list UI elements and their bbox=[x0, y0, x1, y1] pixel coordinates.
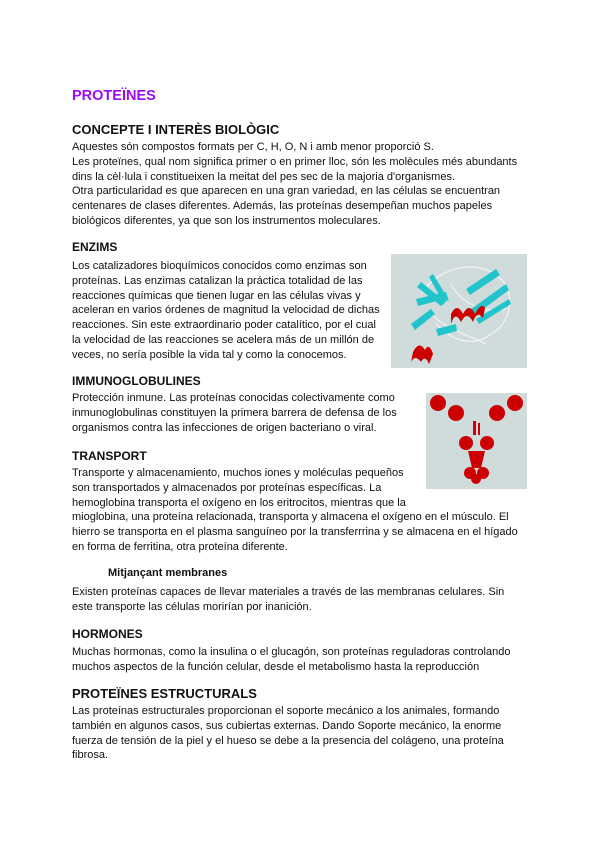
text-line: inmunoglobulinas constituyen la primera barrera de defensa de los bbox=[72, 406, 397, 419]
text-line: Protección inmune. Las proteínas conocidas colectivamente como bbox=[72, 392, 395, 404]
text-line: Los catalizadores bioquímicos conocidos como enzimas son bbox=[72, 260, 367, 272]
text-line: este transporte las células morirían por inanición. bbox=[72, 600, 312, 613]
text-line: Existen proteínas capaces de llevar materiales a través de las membranas celulares. Sin bbox=[72, 586, 505, 598]
text-line: biológicos diferentes, ya que son los instrumentos moleculares. bbox=[72, 214, 381, 227]
paragraph-hormones bbox=[72, 645, 510, 675]
subheading-membranes: Mitjançant membranes bbox=[108, 567, 228, 579]
text-line: fuerza de tensión de la piel y el hueso se debe a la presencia del colágeno, una proteína bbox=[72, 734, 504, 747]
text-line: Les proteïnes, qual nom significa primer o en primer lloc, són les molècules més abundants bbox=[72, 155, 518, 168]
text-line: centenares de clases diferentes. Además, las proteínas desempeñan muchos papeles bbox=[72, 200, 493, 213]
text-line: Otra particularidad es que aparecen en una gran variedad, en las células se encuentran bbox=[72, 185, 501, 198]
text-line: Las proteínas estructurales proporcionan el soporte mecánico a los animales, formando bbox=[72, 705, 500, 717]
heading-transport: TRANSPORT bbox=[72, 449, 147, 463]
heading-immunoglobulines: IMMUNOGLOBULINES bbox=[72, 374, 201, 388]
heading-enzims: ENZIMS bbox=[72, 240, 118, 254]
heading-hormones: HORMONES bbox=[72, 627, 143, 641]
text-line: mioglobina, una proteína relacionada, transporta y almacena el oxígeno en el músculo. El bbox=[72, 511, 509, 524]
text-line: fibrosa. bbox=[72, 749, 109, 762]
paragraph-immunoglobulines bbox=[72, 391, 397, 435]
text-line: hemoglobina transporta el oxígeno en los eritrocitos, mientras que la bbox=[72, 496, 406, 509]
paragraph-enzims bbox=[72, 259, 380, 363]
paragraph-estructurals bbox=[72, 704, 504, 763]
text-line: Transporte y almacenamiento, muchos iones y moléculas pequeños bbox=[72, 467, 404, 479]
paragraph-membranes bbox=[72, 585, 504, 615]
text-line: la velocidad de las reacciones se acelera más de un millón de bbox=[72, 333, 375, 346]
text-line: dins la cèl·lula i constitueixen la meitat del pes sec de la majoria d'organismes. bbox=[72, 170, 456, 183]
text-line: veces, no sería posible la vida tal y como la conocemos. bbox=[72, 348, 347, 361]
text-line: aceleran en varios órdenes de magnitud la velocidad de dichas bbox=[72, 304, 380, 317]
paragraph-transport bbox=[72, 466, 518, 555]
text-line: reacciones químicas que tienen lugar en las células vivas y bbox=[72, 289, 361, 302]
text-line: organismos contra las infecciones de origen bacteriano o viral. bbox=[72, 421, 377, 434]
text-line: reacciones. Sin este extraordinario poder catalítico, por el cual bbox=[72, 319, 376, 332]
text-line: también en algunos casos, sus cubiertas externas. Dando Soporte mecánico, la enorme bbox=[72, 719, 502, 732]
text-line: muchos aspectos de la función celular, desde el metabolismo hasta la reproducción bbox=[72, 660, 480, 673]
text-line: hierro se transporta en el plasma sanguíneo por la transferrrina y se almacena en el hígado bbox=[72, 526, 518, 539]
page-title: PROTEÏNES bbox=[72, 88, 156, 104]
paragraph-concepte bbox=[72, 140, 517, 229]
heading-concepte: CONCEPTE I INTERÈS BIOLÒGIC bbox=[72, 122, 280, 137]
text-line: en forma de ferritina, otra proteína diferente. bbox=[72, 540, 288, 553]
text-line: son transportados y almacenados por proteínas específicas. La bbox=[72, 481, 382, 494]
enzyme-structure-image bbox=[391, 254, 527, 368]
text-line: proteínas. Las enzimas catalizan la práctica totalidad de las bbox=[72, 274, 363, 287]
text-line: Muchas hormonas, como la insulina o el glucagón, son proteínas reguladoras controlando bbox=[72, 646, 511, 658]
text-line: Aquestes són compostos formats per C, H, O, N i amb menor proporció S. bbox=[72, 141, 434, 153]
heading-estructurals: PROTEÏNES ESTRUCTURALS bbox=[72, 686, 257, 701]
